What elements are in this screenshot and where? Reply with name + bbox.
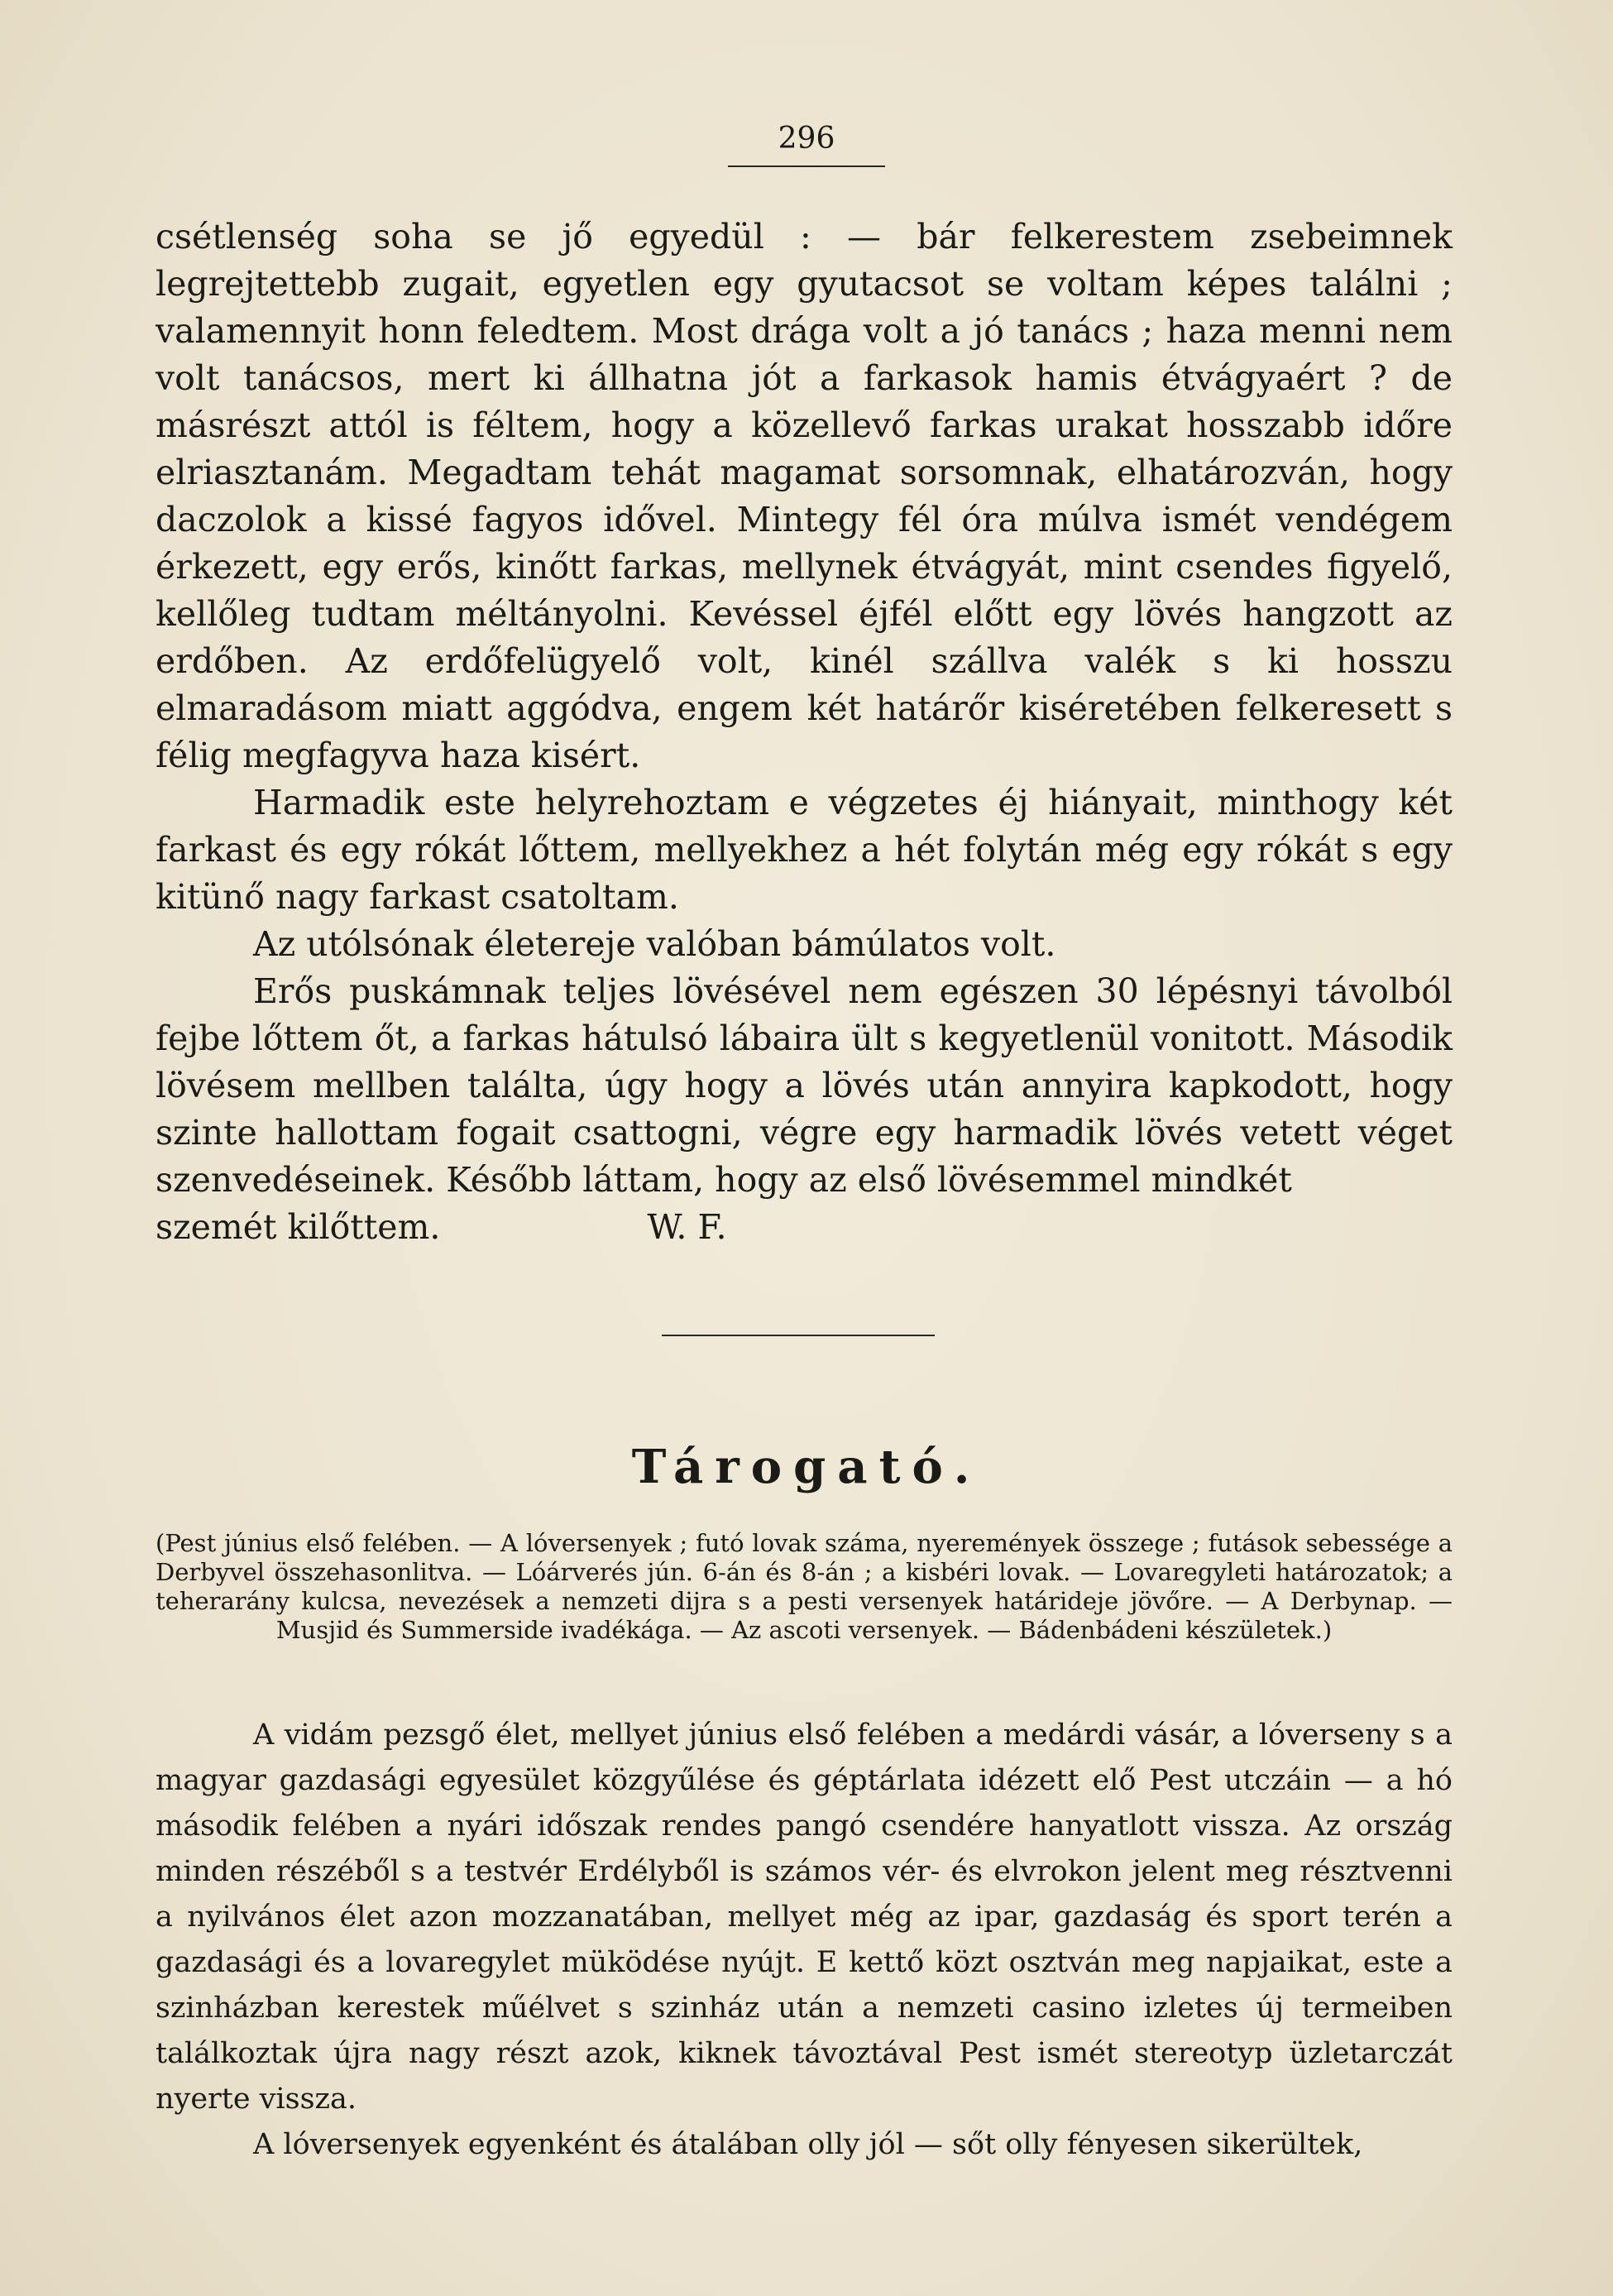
author-signature: W. F. <box>647 1207 727 1247</box>
section-summary <box>156 1529 1453 1645</box>
closing-line <box>156 1204 1453 1251</box>
page-number: 296 <box>778 122 835 156</box>
article-body <box>156 213 1453 1251</box>
section-body <box>156 1713 1453 2168</box>
article-paragraph: Erős puskámnak teljes lövésével nem egészen 30 lépésnyi távolból fejbe lőttem őt, a farkas hátulsó lábaira ült s kegyetlenül vonitott. Második lövésem mellben találta, úgy hogy a lövés után annyira kapkodott, hogy szinte hallottam fogait csattogni, végre egy harmadik lövés vetett véget szenvedéseinek. Később láttam, hogy az első lövésemmel mindkét <box>156 971 1453 1200</box>
article-last-line: szemét kilőttem. <box>156 1207 441 1247</box>
section-paragraph: A vidám pezsgő élet, mellyet június első felében a medárdi vásár, a lóverseny s a magyar gazdasági egyesület közgyűlése és géptárlata idézett elő Pest utczáin — a hó második felében a nyári időszak rendes pangó csendére hanyatlott vissza. Az ország minden részéből s a testvér Erdélyből is számos vér- és elvrokon jelent meg résztvenni a nyilvános élet azon mozzanatában, mellyet még az ipar, gazdaság és sport terén a gazdasági és a lovaregylet müködése nyújt. E kettő közt osztván meg napjaikat, este a szinházban kerestek műélvet s szinház után a nemzeti casino izletes új termeiben találkoztak újra nagy részt azok, kiknek távoztával Pest ismét stereotyp üzletarczát nyerte vissza. <box>156 1718 1453 2116</box>
section-paragraph: A lóversenyek egyenként és átalában olly jól — sőt olly fényesen sikerültek, <box>253 2128 1363 2161</box>
summary-text: (Pest június első felében. — A lóversenyek ; futó lovak száma, nyeremények összege ; futások sebessége a Derbyvel összehasonlitva. — Lóárverés jún. 6-án és 8-án ; a kisbéri lovak. — Lovaregyleti határozatok; a teherarány kulcsa, nevezések a nemzeti dijra s a pesti versenyek határideje jövőre. — A Derbynap. — Musjid és Summerside ivadékága. — Az ascoti versenyek. — Bádenbádeni készületek.) <box>156 1529 1453 1644</box>
section-divider <box>662 1335 935 1336</box>
article-paragraph: Harmadik este helyrehoztam e végzetes éj hiányait, minthogy két farkast és egy rókát lőttem, mellyekhez a hét folytán még egy rókát s egy kitünő nagy farkast csatoltam. <box>156 783 1453 917</box>
section-title: Tárogató. <box>631 1440 982 1494</box>
page-number-rule <box>728 165 885 167</box>
article-paragraph: csétlenség soha se jő egyedül : — bár felkerestem zsebeimnek legrejtettebb zugait, egyetlen egy gyutacsot se voltam képes találni ; valamennyit honn feledtem. Most drága volt a jó tanács ; haza menni nem volt tanácsos, mert ki állhatna jót a farkasok hamis étvágyaért ? de másrészt attól is féltem, hogy a közellevő farkas urakat hosszabb időre elriasztanám. Megadtam tehát magamat sorsomnak, elhatározván, hogy daczolok a kissé fagyos idővel. Mintegy fél óra múlva ismét vendégem érkezett, egy erős, kinőtt farkas, mellynek étvágyát, mint csendes figyelő, kellőleg tudtam méltányolni. Kevéssel éjfél előtt egy lövés hangzott az erdőben. Az erdőfelügyelő volt, kinél szállva valék s ki hosszu elmaradásom miatt aggódva, engem két határőr kiséretében felkeresett s félig megfagyva haza kisért. <box>156 217 1453 775</box>
article-paragraph: Az utólsónak életereje valóban bámúlatos volt. <box>253 924 1056 964</box>
